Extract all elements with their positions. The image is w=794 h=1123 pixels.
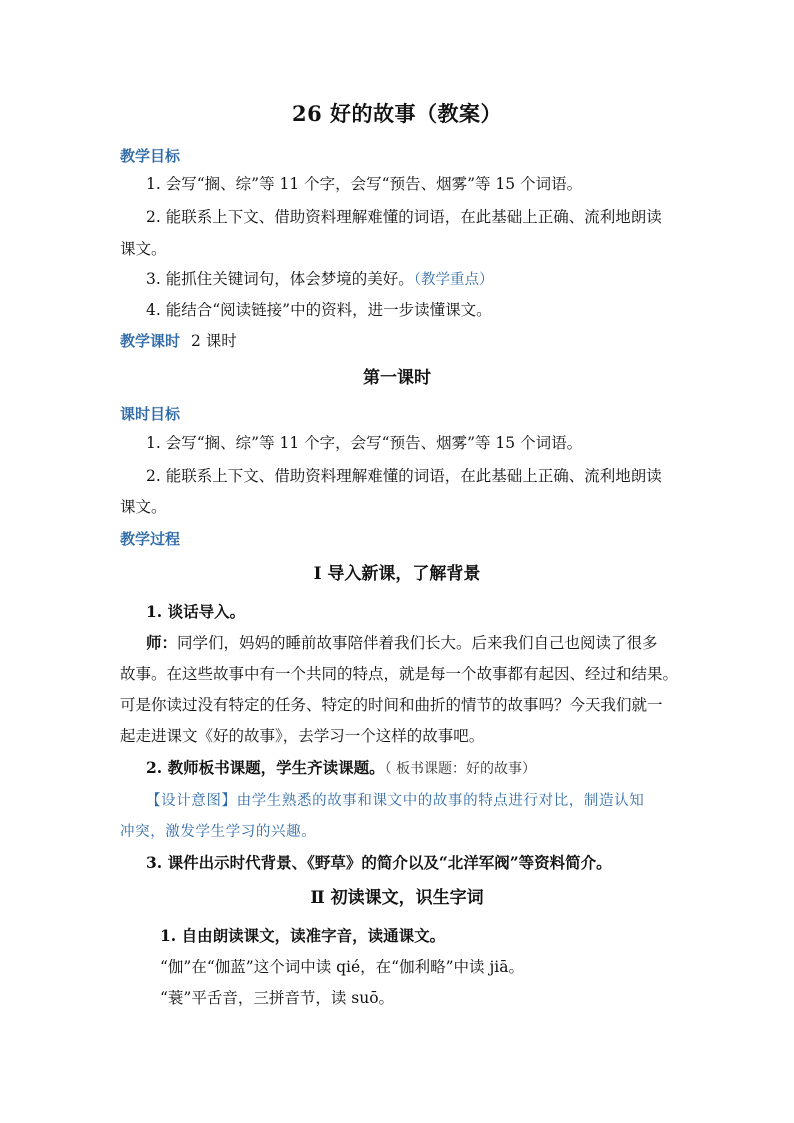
part-two-step-1: 1. 自由朗读课文，读准字音，读通课文。 (160, 926, 446, 945)
pronunciation-line-2: “蓑”平舌音，三拼音节，读 suō。 (160, 989, 395, 1007)
pronunciation-line-1: “伽”在“伽蓝”这个词中读 qié，在“伽利略”中读 jiā。 (160, 958, 524, 976)
teacher-line-4: 起走进课文《好的故事》，去学习一个这样的故事吧。 (120, 727, 485, 745)
goal-item-2-continued: 课文。 (120, 240, 167, 258)
goal-item-4: 4. 能结合“阅读链接”中的资料，进一步读懂课文。 (146, 301, 492, 319)
teaching-process-heading: 教学过程 (120, 530, 181, 548)
teaching-hours (120, 331, 237, 351)
teacher-line-2: 故事。在这些故事中有一个共同的特点，就是每一个故事都有起因、经过和结果。 (120, 665, 679, 683)
goal-item-3 (146, 269, 493, 290)
part-one-step-1: 1. 谈话导入。 (146, 602, 246, 621)
goal-item-2: 2. 能联系上下文、借助资料理解难懂的词语，在此基础上正确、流利地朗读 (146, 208, 662, 226)
part-one-title: Ⅰ 导入新课，了解背景 (313, 564, 481, 584)
design-intent-line-1: 【设计意图】由学生熟悉的故事和课文中的故事的特点进行对比，制造认知 (146, 793, 645, 809)
part-one-step-2-text: 2. 教师板书课题，学生齐读课题。 (146, 758, 385, 777)
board-title-note: （ 板书课题：好的故事） (384, 761, 537, 777)
part-one-step-2 (146, 758, 536, 779)
lesson-one-title: 第一课时 (363, 368, 431, 388)
part-one-step-3: 3. 课件出示时代背景、《野草》的简介以及“北洋军阀”等资料简介。 (146, 853, 612, 872)
teaching-goals-heading: 教学目标 (120, 147, 181, 165)
teaching-hours-value: 2 课时 (190, 332, 237, 350)
lesson-goal-1: 1. 会写“搁、综”等 11 个字，会写“预告、烟雾”等 15 个词语。 (146, 434, 583, 452)
teaching-hours-heading: 教学课时 (120, 332, 181, 350)
teacher-line-3: 可是你读过没有特定的任务、特定的时间和曲折的情节的故事吗？今天我们就一 (120, 696, 663, 714)
key-point-note: （教学重点） (413, 272, 494, 288)
goal-item-3-text: 3. 能抓住关键词句，体会梦境的美好。 (146, 270, 414, 288)
design-intent-line-2: 冲突，激发学生学习的兴趣。 (120, 824, 317, 840)
goal-item-1: 1. 会写“搁、综”等 11 个字，会写“预告、烟雾”等 15 个词语。 (146, 175, 583, 193)
teacher-line-1 (146, 633, 658, 653)
part-two-title: Ⅱ 初读课文，识生字词 (310, 888, 484, 908)
lesson-goals-heading: 课时目标 (120, 405, 181, 423)
lesson-goal-2: 2. 能联系上下文、借助资料理解难懂的词语，在此基础上正确、流利地朗读 (146, 467, 662, 485)
teacher-text-1: 同学们，妈妈的睡前故事陪伴着我们长大。后来我们自己也阅读了很多 (177, 634, 658, 652)
teacher-label: 师： (146, 633, 178, 652)
document-title: 26 好的故事（教案） (291, 101, 503, 126)
lesson-goal-2-continued: 课文。 (120, 498, 167, 516)
